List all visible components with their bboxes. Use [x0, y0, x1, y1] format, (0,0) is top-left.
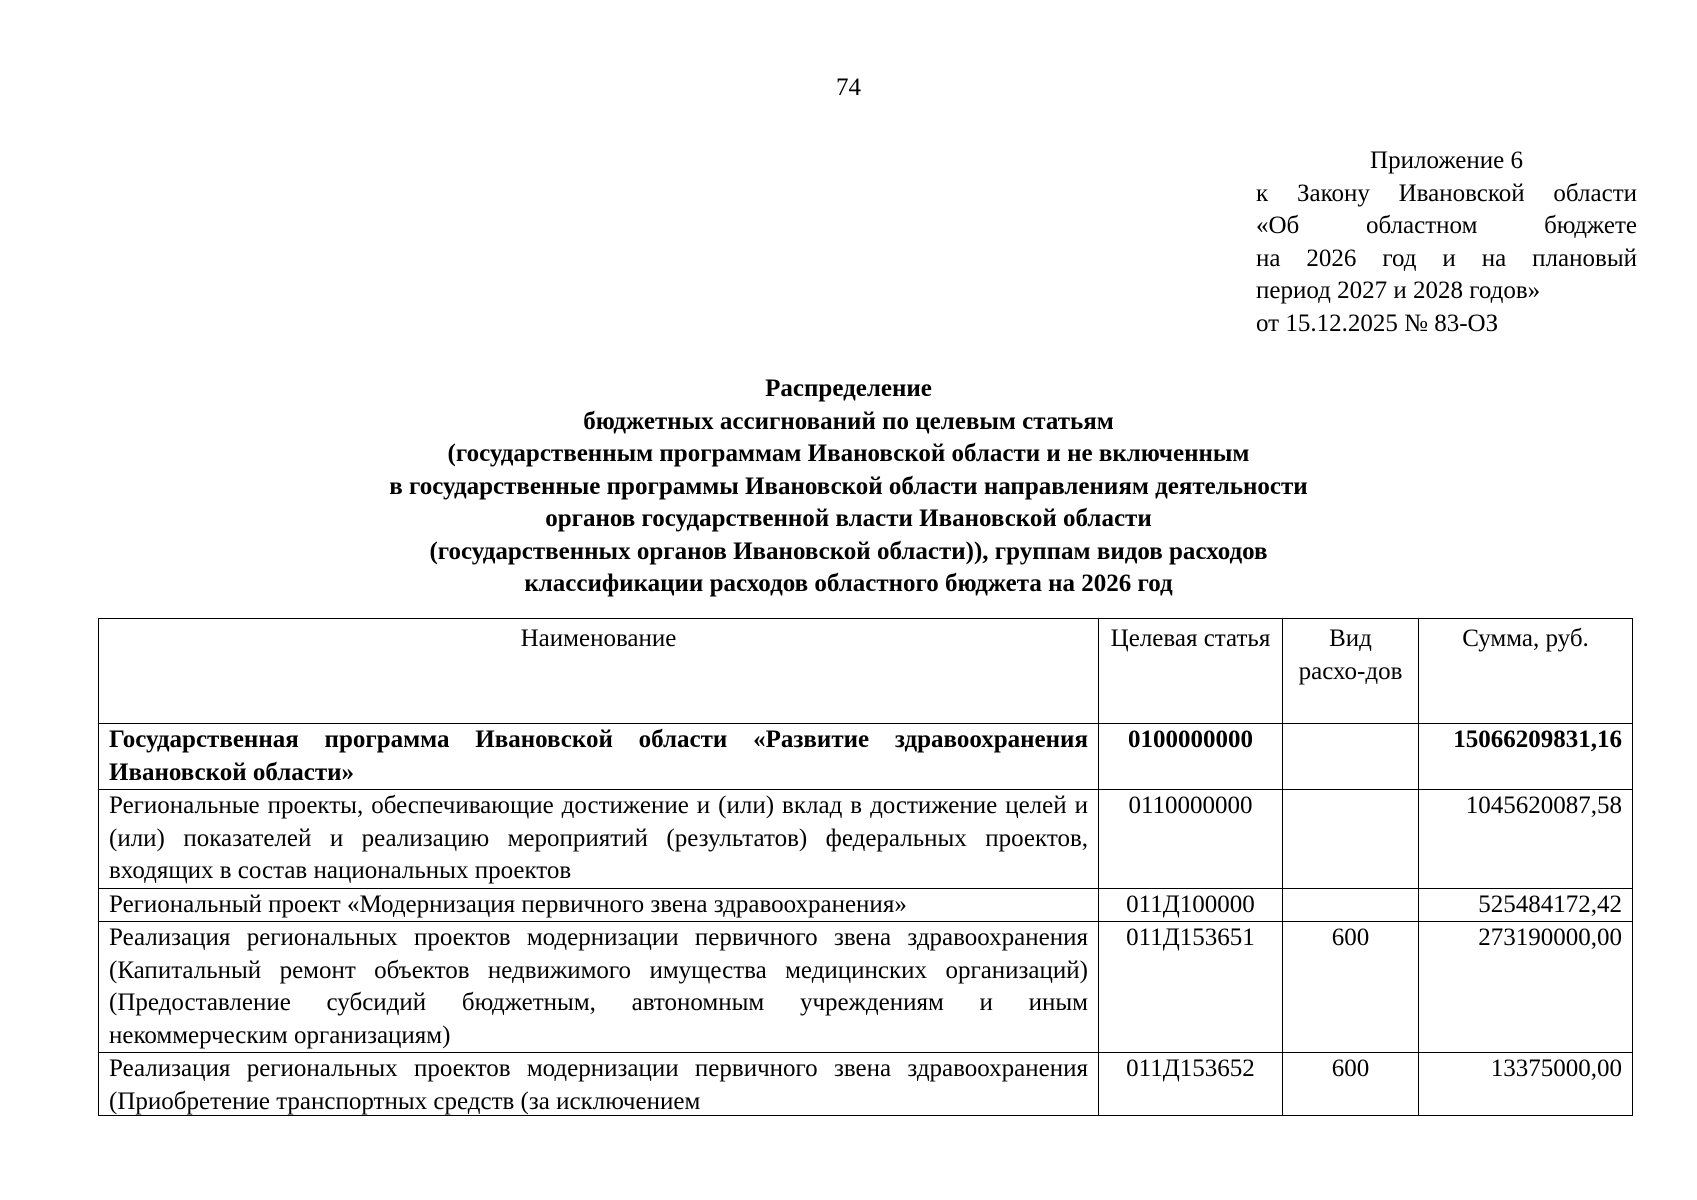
budget-table	[98, 618, 1633, 1116]
row-name: Реализация региональных проектов модернизации первичного звена здравоохранения (Капитальный ремонт объектов недвижимого имущества медицинских организаций) (Предоставление субсидий бюджетным, автономным учреждениям и иным некоммерческим организациям)	[99, 922, 1099, 1053]
row-sum: 1045620087,58	[1419, 790, 1633, 889]
title-line: бюджетных ассигнований по целевым статьям	[583, 407, 1114, 435]
row-target-article: 011Д153652	[1099, 1053, 1283, 1116]
row-name: Региональные проекты, обеспечивающие достижение и (или) вклад в достижение целей и (или) показателей и реализацию мероприятий (результатов) федеральных проектов, входящих в состав национальных проектов	[99, 790, 1099, 889]
row-expense-kind	[1283, 888, 1419, 922]
row-sum: 15066209831,16	[1419, 724, 1633, 790]
header-target-article: Целевая статья	[1099, 619, 1283, 724]
appendix-line: Приложение 6	[1370, 147, 1523, 174]
row-name: Региональный проект «Модернизация первичного звена здравоохранения»	[99, 888, 1099, 922]
row-name: Государственная программа Ивановской области «Развитие здравоохранения Ивановской области»	[99, 724, 1099, 790]
title-line: в государственные программы Ивановской области направлениям деятельности	[389, 472, 1308, 500]
row-sum: 273190000,00	[1419, 922, 1633, 1053]
row-expense-kind	[1283, 724, 1419, 790]
row-target-article: 011Д153651	[1099, 922, 1283, 1053]
document-title	[0, 373, 1697, 601]
table-row	[99, 1053, 1633, 1116]
table-row	[99, 724, 1633, 790]
appendix-header	[1256, 145, 1637, 340]
appendix-line: период 2027 и 2028 годов»	[1256, 277, 1541, 304]
row-expense-kind: 600	[1283, 922, 1419, 1053]
header-expense-kind: Вид расхо-дов	[1283, 619, 1419, 724]
appendix-line: к Закону Ивановской области	[1256, 179, 1637, 207]
title-line: (государственным программам Ивановской области и не включенным	[447, 440, 1250, 467]
title-line: классификации расходов областного бюджета на 2026 год	[524, 570, 1173, 597]
row-sum: 13375000,00	[1419, 1053, 1633, 1116]
row-target-article: 0110000000	[1099, 790, 1283, 889]
table-row	[99, 888, 1633, 922]
row-target-article: 011Д100000	[1099, 888, 1283, 922]
row-sum: 525484172,42	[1419, 888, 1633, 922]
table-row	[99, 790, 1633, 889]
title-line: Распределение	[765, 375, 932, 402]
row-expense-kind: 600	[1283, 1053, 1419, 1116]
header-sum: Сумма, руб.	[1419, 619, 1633, 724]
appendix-line: «Об областном бюджете	[1256, 212, 1637, 239]
title-line: (государственных органов Ивановской области)), группам видов расходов	[429, 537, 1268, 565]
row-name: Реализация региональных проектов модернизации первичного звена здравоохранения (Приобретение транспортных средств (за исключением	[109, 1055, 1088, 1115]
appendix-line: на 2026 год и на плановый	[1256, 244, 1637, 272]
page-number: 74	[836, 74, 861, 101]
table-header-row	[99, 619, 1633, 724]
row-target-article: 0100000000	[1099, 724, 1283, 790]
header-name: Наименование	[99, 619, 1099, 724]
row-name-cell	[99, 1053, 1099, 1116]
title-line: органов государственной власти Ивановской области	[545, 505, 1152, 532]
table-row	[99, 922, 1633, 1053]
appendix-line: от 15.12.2025 № 83-ОЗ	[1256, 309, 1499, 337]
row-expense-kind	[1283, 790, 1419, 889]
